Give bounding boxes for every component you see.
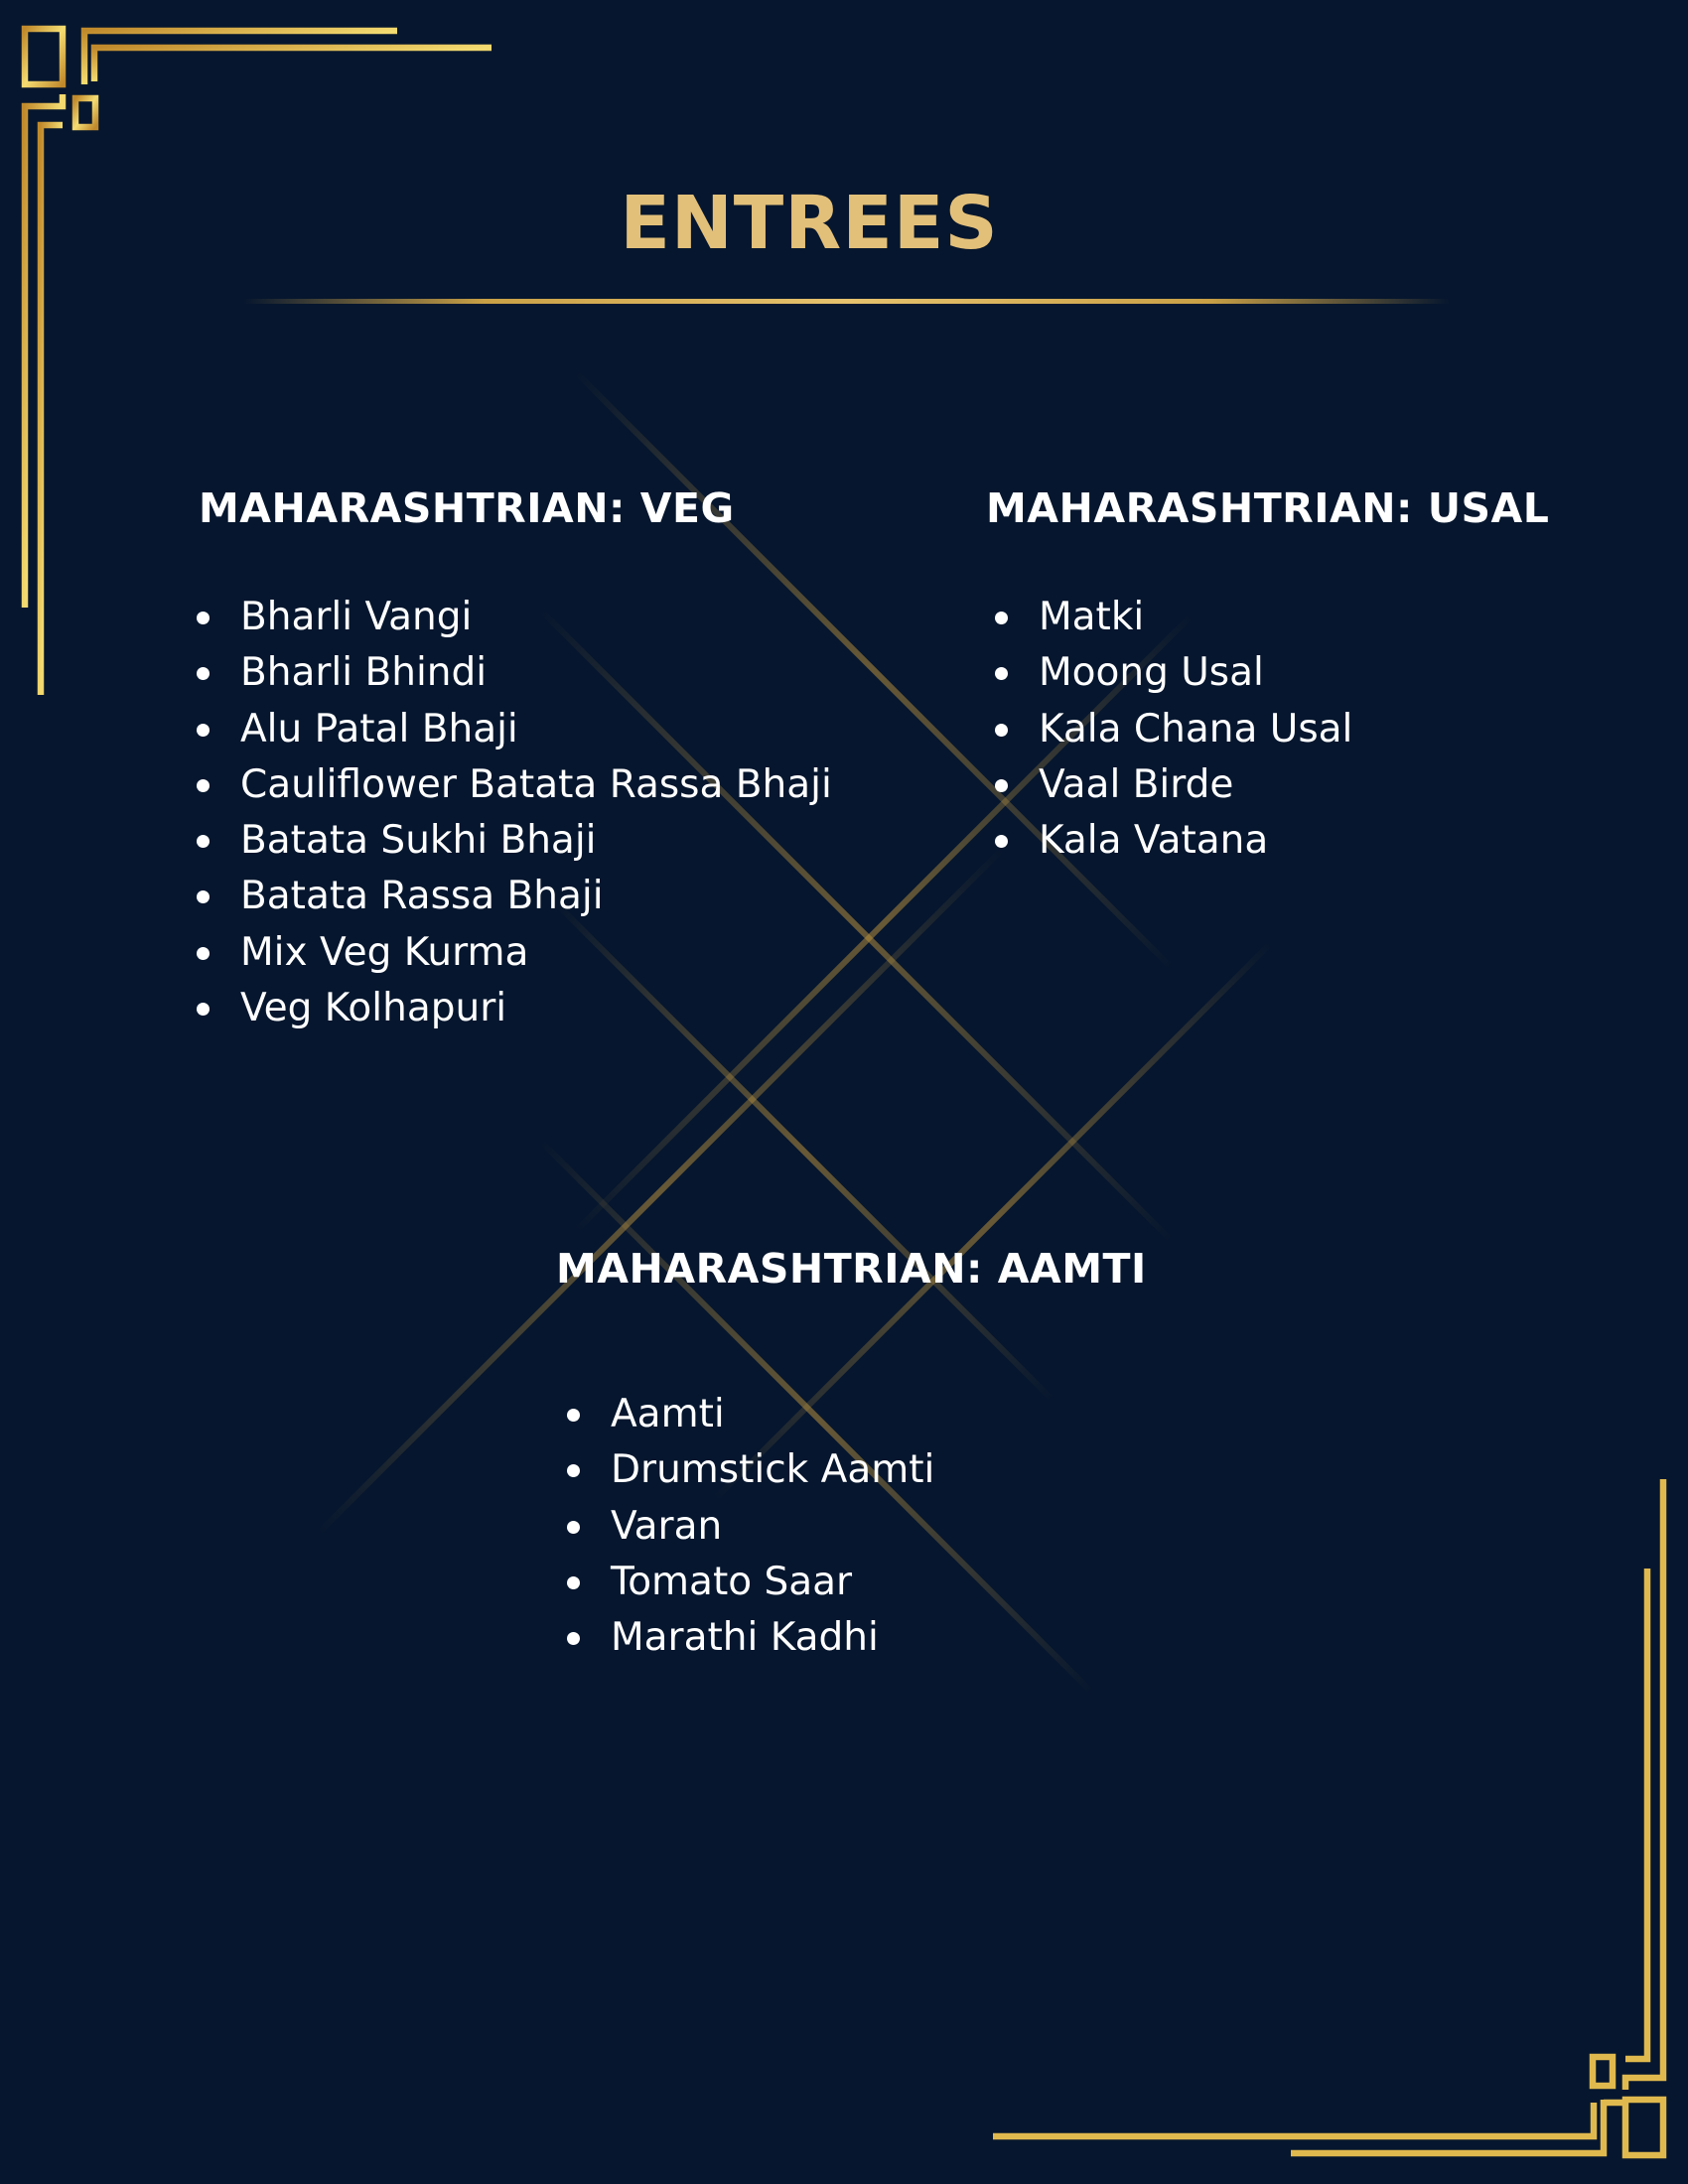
list-item: Moong Usal: [995, 645, 1352, 701]
list-item: Bharli Bhindi: [197, 645, 832, 701]
list-item: Batata Sukhi Bhaji: [197, 813, 832, 869]
section-heading-aamti: MAHARASHTRIAN: AAMTI: [556, 1245, 1147, 1293]
list-item: Aamti: [567, 1387, 934, 1442]
section-heading-veg: MAHARASHTRIAN: VEG: [199, 484, 735, 532]
list-item: Tomato Saar: [567, 1555, 934, 1610]
usal-list: [995, 590, 1352, 869]
list-item: Marathi Kadhi: [567, 1610, 934, 1666]
list-item: Batata Rassa Bhaji: [197, 869, 832, 924]
list-item: Vaal Birde: [995, 757, 1352, 813]
list-item: Alu Patal Bhaji: [197, 702, 832, 757]
list-item: Mix Veg Kurma: [197, 925, 832, 981]
title-divider: [243, 299, 1450, 304]
list-item: Bharli Vangi: [197, 590, 832, 645]
list-item: Kala Chana Usal: [995, 702, 1352, 757]
list-item: Cauliflower Batata Rassa Bhaji: [197, 757, 832, 813]
list-item: Matki: [995, 590, 1352, 645]
corner-ornament-bottom-right: [973, 1469, 1688, 2184]
aamti-list: [567, 1387, 934, 1666]
list-item: Drumstick Aamti: [567, 1442, 934, 1498]
list-item: Kala Vatana: [995, 813, 1352, 869]
page-title: ENTREES: [620, 181, 999, 266]
list-item: Veg Kolhapuri: [197, 981, 832, 1036]
section-heading-usal: MAHARASHTRIAN: USAL: [986, 484, 1550, 532]
veg-list: [197, 590, 832, 1036]
list-item: Varan: [567, 1499, 934, 1555]
